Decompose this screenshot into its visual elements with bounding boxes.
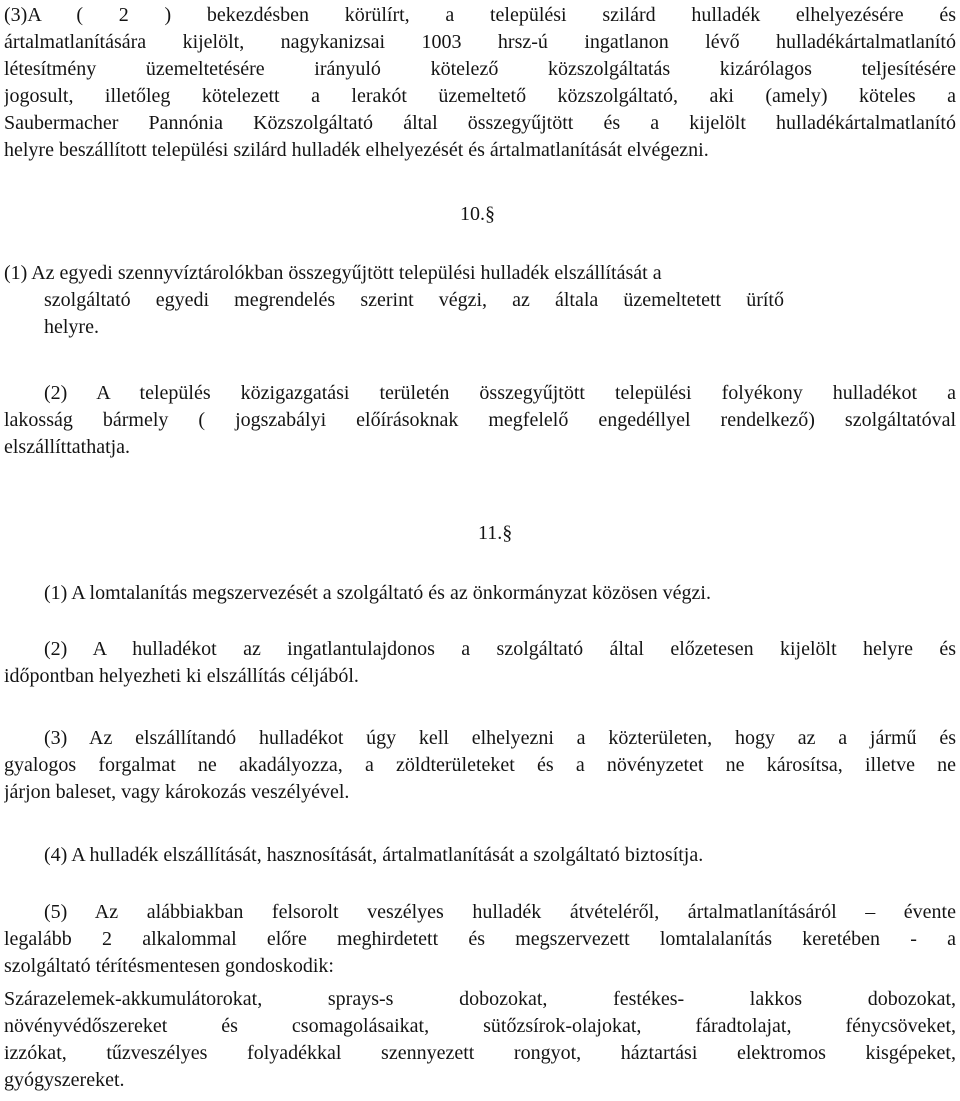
text-line: (2) A település közigazgatási területén összegyűjtött települési folyékony hulladékot a <box>44 382 956 404</box>
text-line: járjon baleset, vagy károkozás veszélyével. <box>4 781 350 803</box>
text-line: gyógyszereket. <box>4 1069 125 1091</box>
text-line: elszállíttathatja. <box>4 436 131 458</box>
text-line: (4) A hulladék elszállítását, hasznosítását, ártalmatlanítását a szolgáltató biztosítja. <box>44 844 704 866</box>
text-line: létesítmény üzemeltetésére irányuló kötelező közszolgáltatás kizárólagos teljesítésére <box>4 58 956 80</box>
text-line: helyre beszállított települési szilárd hulladék elhelyezését és ártalmatlanítását elvégezni. <box>4 139 709 161</box>
section-heading-10: 10.§ <box>460 203 495 225</box>
text-line: gyalogos forgalmat ne akadályozza, a zöldterületeket és a növényzetet ne károsítsa, illetve ne <box>4 754 956 776</box>
text-line: (3)A ( 2 ) bekezdésben körülírt, a települési szilárd hulladék elhelyezésére és <box>4 4 956 26</box>
text-line: lakosság bármely ( jogszabályi előírásoknak megfelelő engedéllyel rendelkező) szolgáltatóval <box>4 409 956 431</box>
text-line: legalább 2 alkalommal előre meghirdetett és megszervezett lomtalalanítás keretében - a <box>4 928 956 950</box>
text-line: (2) A hulladékot az ingatlantulajdonos a szolgáltató által előzetesen kijelölt helyre és <box>44 638 956 660</box>
text-line: (1) A lomtalanítás megszervezését a szolgáltató és az önkormányzat közösen végzi. <box>44 582 711 604</box>
text-line: izzókat, tűzveszélyes folyadékkal szennyezett rongyot, háztartási elektromos kisgépeket, <box>4 1042 956 1064</box>
text-line: időpontban helyezheti ki elszállítás céljából. <box>4 665 359 687</box>
text-line: szolgáltató térítésmentesen gondoskodik: <box>4 955 334 977</box>
section-heading-11: 11.§ <box>478 522 513 544</box>
text-line: (1) Az egyedi szennyvíztárolókban összegyűjtött települési hulladék elszállítását a <box>4 262 662 284</box>
text-line: (5) Az alábbiakban felsorolt veszélyes hulladék átvételéről, ártalmatlanításáról – évente <box>44 901 956 923</box>
text-line: Saubermacher Pannónia Közszolgáltató által összegyűjtött és a kijelölt hulladékártalmatlanító <box>4 112 956 134</box>
text-line: növényvédőszereket és csomagolásaikat, sütőzsírok-olajokat, fáradtolajat, fénycsöveket, <box>4 1015 956 1037</box>
text-line: ártalmatlanítására kijelölt, nagykanizsai 1003 hrsz-ú ingatlanon lévő hulladékártalmatlanító <box>4 31 956 53</box>
text-line: helyre. <box>44 316 99 338</box>
text-line: szolgáltató egyedi megrendelés szerint végzi, az általa üzemeltetett ürítő <box>44 289 784 311</box>
text-line: Szárazelemek-akkumulátorokat, sprays-s dobozokat, festékes- lakkos dobozokat, <box>4 988 956 1010</box>
text-line: (3) Az elszállítandó hulladékot úgy kell elhelyezni a közterületen, hogy az a jármű és <box>44 727 956 749</box>
text-line: jogosult, illetőleg kötelezett a lerakót üzemeltető közszolgáltató, aki (amely) köteles a <box>4 85 956 107</box>
